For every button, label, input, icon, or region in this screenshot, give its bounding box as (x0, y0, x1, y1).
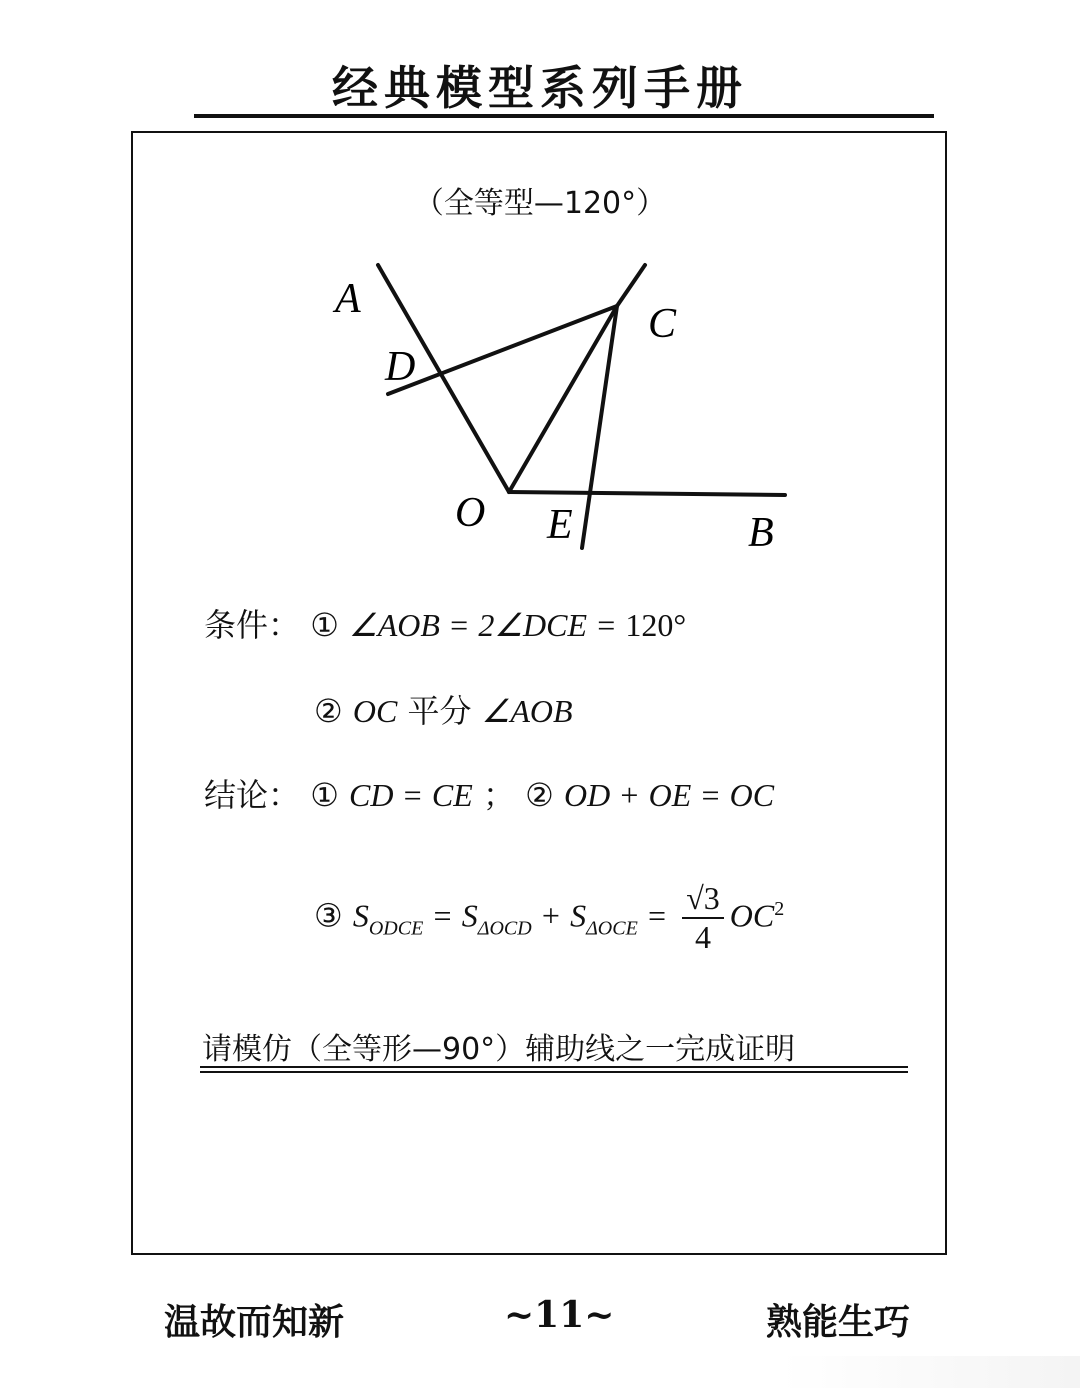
line-OC-extension (617, 265, 645, 306)
condition-2 (314, 686, 573, 732)
conclusion-3-marker: ③ (314, 897, 343, 934)
bisects-text: 平分 (407, 692, 472, 730)
conclusions-label: 结论： (204, 776, 301, 814)
page-title: 经典模型系列手册 (332, 61, 748, 115)
sub-ODCE: ODCE (368, 917, 424, 940)
OC-text: OC (729, 777, 775, 813)
page-number: ~11~ (504, 1294, 615, 1336)
CE-text: CE (431, 777, 473, 813)
angle-value: 120° (625, 607, 687, 643)
task-underline-2 (200, 1071, 908, 1073)
conclusion-3: ③ $S_{ODCE} = S_{\Delta OCD} + S_{\Delta OCE}$ = $\frac{√3}{4}$ $OC^2$ (314, 880, 785, 955)
line-CD (388, 306, 617, 394)
label-C: C (648, 301, 677, 347)
OD-text: OD (564, 777, 611, 813)
bottom-fade (780, 1356, 1080, 1388)
condition-1-marker: ① (310, 607, 339, 643)
conditions-label: 条件： (204, 606, 301, 644)
segment-OC-text: OC (352, 693, 398, 729)
task-underline-1 (200, 1066, 908, 1068)
line-CE (582, 306, 617, 548)
separator: ； (482, 776, 515, 814)
conclusion-1-marker: ① (310, 777, 339, 813)
sub-OCD: ΔOCD (477, 917, 532, 940)
label-B: B (748, 510, 774, 556)
OE-text: OE (648, 777, 692, 813)
task-instruction: 请模仿（全等形—90°）辅助线之一完成证明 (202, 1032, 796, 1067)
CD-text: CD (349, 777, 394, 813)
label-O: O (455, 490, 486, 536)
footer-right: 熟能生巧 (766, 1301, 911, 1343)
angle-AOB: ∠AOB (349, 607, 440, 643)
condition-1: 条件： ① ∠AOB = 2∠DCE = 120° (204, 606, 687, 644)
ray-OB (509, 492, 785, 495)
model-subtitle: （全等型—120°） (413, 186, 667, 221)
sub-OCE: ΔOCE (586, 917, 638, 940)
label-E: E (547, 502, 573, 548)
conclusion-2-marker: ② (525, 777, 554, 813)
segment-OC (509, 306, 617, 492)
OC-squared: OC (729, 897, 775, 934)
angle-2DCE: 2∠DCE (478, 607, 588, 643)
angle-AOB-2: ∠AOB (481, 693, 573, 729)
footer-left: 温故而知新 (164, 1301, 345, 1343)
conclusion-1-2: 结论： ① CD = CE ； ② OD + OE = OC (204, 776, 775, 814)
label-A: A (335, 276, 361, 322)
fraction-sqrt3-over-4: $\frac{√3}{4}$ (682, 880, 724, 956)
label-D: D (385, 344, 416, 390)
condition-2-marker: ② (314, 693, 343, 729)
